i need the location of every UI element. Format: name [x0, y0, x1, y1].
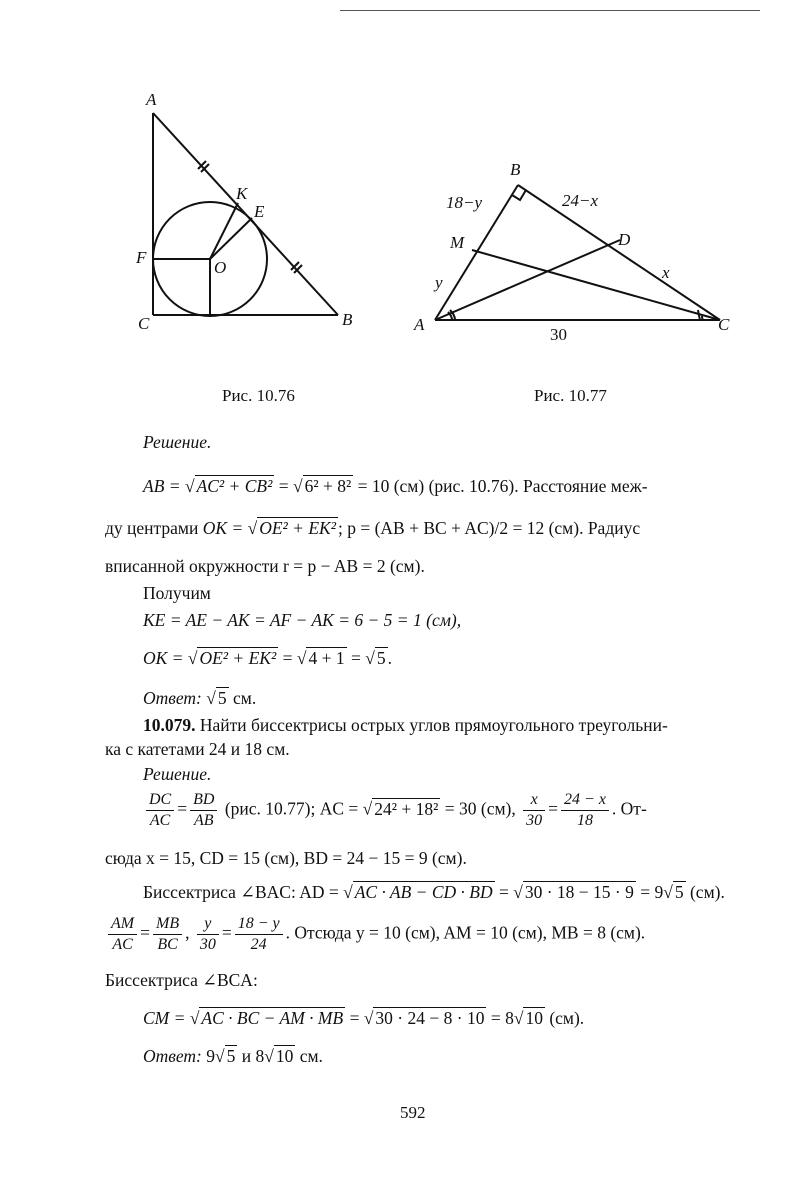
- top-rule: [340, 10, 760, 11]
- label-k: K: [236, 184, 248, 203]
- bisector-ad-line: Биссектриса ∠BAC: AD = √ AC · AB − CD · BD = √ 30 · 18 − 15 · 9 = 9√ 5 (см).: [143, 882, 725, 902]
- problem-10-079: 10.079. Найти биссектрисы острых углов прямоугольного треугольни-: [143, 715, 668, 735]
- figure-10-76: [120, 85, 360, 345]
- fraction-bd-ab: $\frac{BD}{AB}$: [190, 790, 217, 831]
- equation-ab: AB = √ AC² + CB² = √ 6² + 8² = 10 (см) (рис. 10.76). Расстояние меж-: [143, 476, 648, 496]
- angle-mark-c: [702, 316, 704, 320]
- problem-10-079-cont: ка с катетами 24 и 18 см.: [105, 739, 290, 759]
- label-a2: A: [414, 315, 425, 334]
- label-o: O: [214, 258, 227, 277]
- label-c: C: [138, 314, 150, 333]
- fraction-y-30: $\frac{y}{30}$: [197, 914, 219, 955]
- figure-10-77-caption: Рис. 10.77: [534, 386, 607, 405]
- figure-10-77: [400, 150, 750, 350]
- fraction-x-30: $\frac{x}{30}$: [523, 790, 545, 831]
- answer-2: Ответ: 9√ 5 и 8√ 10 см.: [143, 1046, 323, 1066]
- label-bd: 24−x: [562, 191, 599, 210]
- fraction-24x-18: $\frac{24 - x}{18}$: [561, 790, 609, 831]
- page-number: 592: [400, 1103, 426, 1122]
- label-d: D: [618, 230, 631, 249]
- solution-heading-2: Решение.: [143, 764, 212, 784]
- equation-ke: KE = AE − AK = AF − AK = 6 − 5 = 1 (см),: [143, 610, 462, 630]
- fraction-am-ac: $\frac{AM}{AC}$: [108, 914, 137, 955]
- obtain-line: Получим: [143, 583, 211, 603]
- label-b2: B: [510, 160, 521, 179]
- ratio-line: $\frac{DC}{AC}$ = $\frac{BD}{AB}$ (рис. 10.77); AC = √ 24² + 18² = 30 (см), $\frac{x}{30}$ = $\frac{24 - x}{18}$ . От-: [143, 790, 647, 831]
- segment-ok: [210, 203, 238, 259]
- equation-ok-line: ду центрами OK = √ OE² + EK² ; p = (AB + BC + AC)/2 = 12 (см). Радиус: [105, 518, 641, 538]
- label-bm: 18−y: [446, 193, 483, 212]
- label-f: F: [136, 248, 147, 267]
- side-bc2: [518, 185, 720, 320]
- angle-mark-c2: [698, 310, 700, 320]
- bisector-cm: [472, 250, 720, 320]
- answer-1: Ответ: √ 5 см.: [143, 688, 257, 708]
- label-dc: x: [662, 263, 670, 282]
- fraction-mb-bc: $\frac{MB}{BC}$: [153, 914, 182, 955]
- inradius-line: вписанной окружности r = p − AB = 2 (см).: [105, 556, 425, 576]
- result-x-line: сюда x = 15, CD = 15 (см), BD = 24 − 15 = 9 (см).: [105, 848, 467, 868]
- ratio-am-line: $\frac{AM}{AC}$ = $\frac{MB}{BC}$ , $\frac{y}{30}$ = $\frac{18 - y}{24}$ . Отсюда y = 10 (см), AM = 10 (см), MB = 8 (см).: [105, 914, 645, 955]
- fraction-18y-24: $\frac{18 - y}{24}$: [235, 914, 283, 955]
- label-am: y: [435, 273, 443, 292]
- bisector-bca-heading: Биссектриса ∠BCA:: [105, 970, 258, 990]
- segment-oe: [210, 218, 252, 259]
- equation-ok-result: OK = √ OE² + EK² = √ 4 + 1 = √ 5 .: [143, 648, 392, 668]
- bisector-ad: [435, 240, 620, 320]
- label-e: E: [254, 202, 265, 221]
- label-c2: C: [718, 315, 730, 334]
- label-b: B: [342, 310, 353, 329]
- solution-heading-1: Решение.: [143, 432, 212, 452]
- label-ac: 30: [550, 325, 567, 344]
- label-a: A: [146, 90, 157, 109]
- figure-10-76-caption: Рис. 10.76: [222, 386, 295, 405]
- fraction-dc-ac: $\frac{DC}{AC}$: [146, 790, 174, 831]
- label-m: M: [450, 233, 465, 252]
- equation-cm: CM = √ AC · BC − AM · MB = √ 30 · 24 − 8 · 10 = 8√ 10 (см).: [143, 1008, 585, 1028]
